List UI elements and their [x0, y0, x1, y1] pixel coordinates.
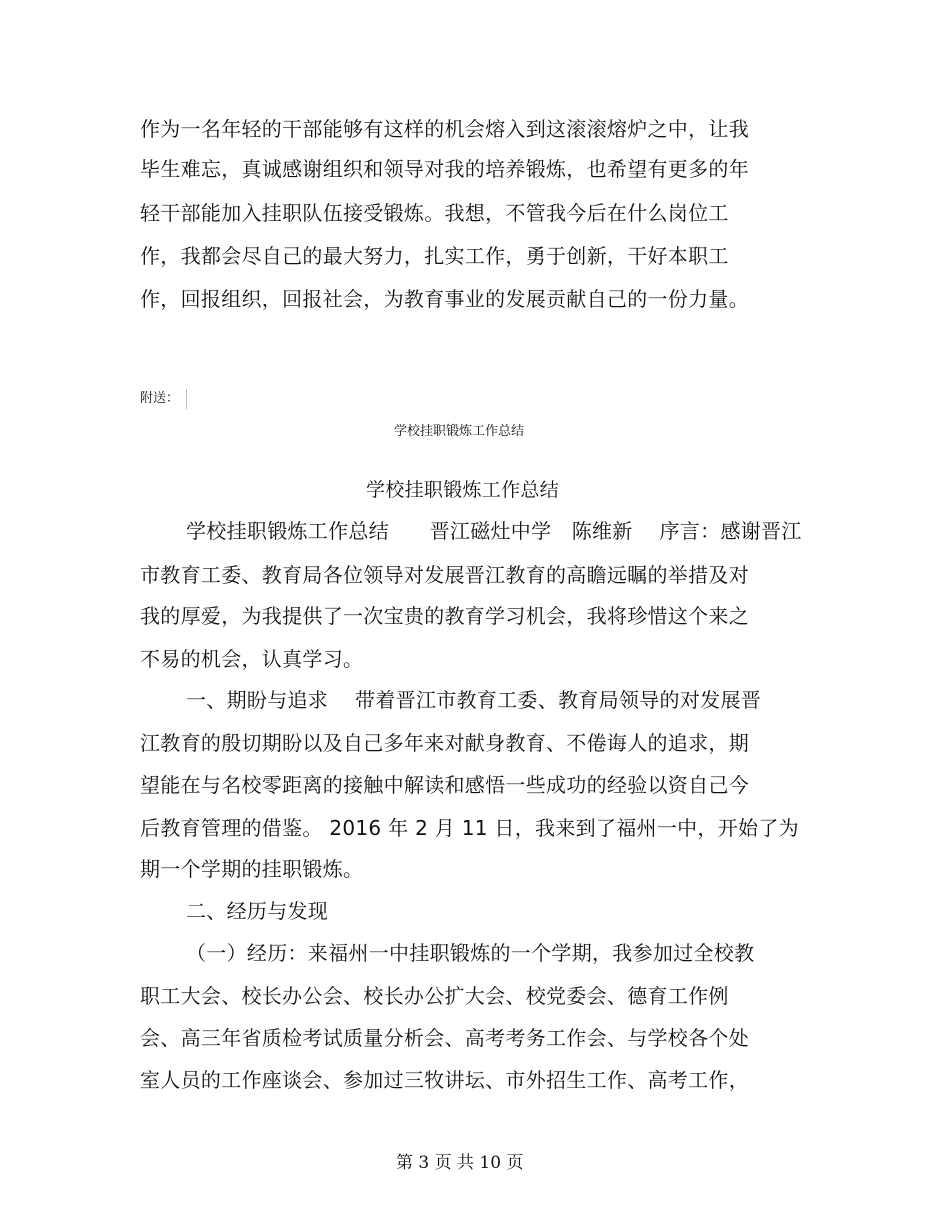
body-line: 室人员的工作座谈会、参加过三牧讲坛、市外招生工作、高考工作， [140, 1068, 749, 1092]
attachment-label: 附送： [140, 391, 180, 406]
paragraph-line: 毕生难忘，真诚感谢组织和领导对我的培养锻炼，也希望有更多的年 [140, 157, 749, 181]
body-line: 期一个学期的挂职锻炼。 [140, 857, 364, 881]
body-line: 职工大会、校长办公会、校长办公扩大会、校党委会、德育工作例 [140, 984, 729, 1008]
paragraph-line: 作，回报组织，回报社会，为教育事业的发展贡献自己的一份力量。 [140, 287, 749, 311]
body-line: 二、经历与发现 [186, 899, 329, 923]
page-number-footer: 第 3 页 共 10 页 [396, 1153, 524, 1173]
body-line: 市教育工委、教育局各位领导对发展晋江教育的高瞻远瞩的举措及对 [140, 563, 749, 587]
main-title: 学校挂职锻炼工作总结 [366, 479, 560, 501]
body-line: 后教育管理的借鉴。 2016 年 2 月 11 日，我来到了福州一中，开始了为 [140, 816, 799, 840]
body-line: 江教育的殷切期盼以及自己多年来对献身教育、不倦诲人的追求，期 [140, 731, 749, 755]
paragraph-line: 作，我都会尽自己的最大努力，扎实工作，勇于创新，干好本职工 [140, 244, 729, 268]
body-line: 望能在与名校零距离的接触中解读和感悟一些成功的经验以资自己今 [140, 773, 749, 797]
divider [186, 389, 187, 409]
body-line: 一、期盼与追求 带着晋江市教育工委、教育局领导的对发展晋 [186, 688, 762, 712]
body-line: 会、高三年省质检考试质量分析会、高考考务工作会、与学校各个处 [140, 1026, 749, 1050]
body-line: 不易的机会，认真学习。 [140, 647, 364, 671]
paragraph-line: 作为一名年轻的干部能够有这样的机会熔入到这滚滚熔炉之中，让我 [140, 117, 749, 141]
small-title: 学校挂职锻炼工作总结 [394, 424, 525, 439]
body-line: （一）经历：来福州一中挂职锻炼的一个学期，我参加过全校教 [186, 941, 755, 965]
paragraph-line: 轻干部能加入挂职队伍接受锻炼。我想，不管我今后在什么岗位工 [140, 201, 729, 225]
body-line: 我的厚爱，为我提供了一次宝贵的教育学习机会，我将珍惜这个来之 [140, 604, 749, 628]
body-line: 学校挂职锻炼工作总结 晋江磁灶中学 陈维新 序言：感谢晋江 [186, 519, 802, 543]
